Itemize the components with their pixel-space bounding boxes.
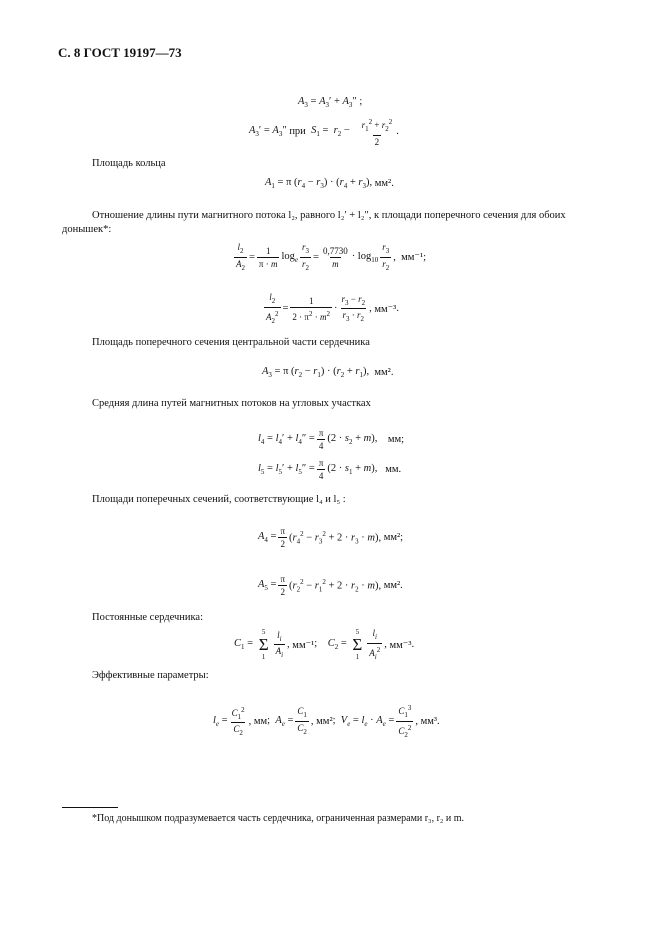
unit-mm-inv: мм⁻¹ xyxy=(401,252,424,264)
unit-mm2: мм² xyxy=(374,178,392,190)
paragraph-path-ratio: Отношение длины пути магнитного потока l₂, равного l₂′ + l₂″, к площади поперечного сечения для обоих xyxy=(92,210,566,221)
paragraph-corner-lengths: Средняя длина путей магнитных потоков на угловых участках xyxy=(92,398,371,409)
unit-mm-inv: мм⁻¹ xyxy=(292,639,315,651)
equation-a4: $A_4$ = $\frac{\pi}{2}$ $(r_4^2 - r_3^2 + 2 \cdot r_3 \cdot m)$, мм² ; xyxy=(258,526,404,549)
equation-a3: $A_3 = \pi$ $(r_2 - r_1) \cdot (r_2 + r_1)$, мм² . xyxy=(262,366,394,380)
unit-mm2: мм² xyxy=(383,580,401,591)
paragraph-effective: Эффективные параметры: xyxy=(92,670,209,681)
footnote: *Под донышком подразумевается часть сердечника, ограниченная размерами r₃, r₂ и m. xyxy=(92,813,465,824)
equation-l5: $l_5 = l_5' + l_5''$ = $\frac{\pi}{4}$ $(2 \cdot s_1 + m)$, мм . xyxy=(258,458,402,481)
equation-l2-a2: $\frac{l_2}{A_2}$ = $\frac{1}{\pi \cdot m}$ $\log_e$ $\frac{r_3}{r_2}$ = $\frac{0,7730}{m}$ · $\log_{10}$ $\frac{r_3}{r_2}$ , мм⁻¹ ; xyxy=(236,242,427,272)
equation-a3-condition: $A_3' = A_3''$ при $S_1 = r_2$ − $\frac{r_1^2 + r_2^2}{2}$ . xyxy=(249,118,399,147)
equation-a1: $A_1 = \pi$ $(r_4 - r_3) \cdot (r_4 + r_3)$, мм² . xyxy=(265,177,394,191)
word-when: при xyxy=(289,126,306,138)
page-header: С. 8 ГОСТ 19197—73 xyxy=(58,45,182,60)
equation-l2-a2-squared: $\frac{l_2}{A_2^2}$ = $\frac{1}{2 \cdot \pi^2 \cdot m^2}$ · $\frac{r_3 - r_2}{r_3 \cdot r_2}$ , мм⁻³ . xyxy=(266,292,399,325)
sum-symbol: 5 Σ 1 xyxy=(352,628,363,662)
paragraph-cross-sections: Площади поперечных сечений, соответствующие l₄ и l₅ : xyxy=(92,494,346,505)
paragraph-central-area: Площадь поперечного сечения центральной части сердечника xyxy=(92,337,370,348)
unit-mm-inv3: мм⁻³ xyxy=(374,303,397,315)
equation-core-constants: $C_1$ = 5 Σ 1 $\frac{l_i}{A_i}$ , мм⁻¹ ; $C_2$ = 5 Σ 1 $\frac{l_i}{A_i^2}$ , мм⁻³ . xyxy=(234,628,415,662)
unit-mm2: мм² xyxy=(374,367,391,379)
coef-0-7730: 0,7730 xyxy=(322,245,348,256)
unit-mm3: мм³ xyxy=(420,715,438,727)
equation-effective-params: $l_e$ = $\frac{C_1^2}{C_2}$ , мм ; $A_e$ = $\frac{C_1}{C_2}$ , мм² ; $V_e = l_e \cdot A_e$ = $\frac{C_1^3}{C_2^2}$ , мм³ . xyxy=(213,704,440,739)
equation-a3-sum: $A_3 = A_3' + A_3''$ ; xyxy=(298,96,363,110)
unit-mm2: мм² xyxy=(383,532,401,543)
unit-mm2: мм² xyxy=(316,715,333,727)
equation-l4: $l_4 = l_4' + l_4''$ = $\frac{\pi}{4}$ $(2 \cdot s_2 + m)$, мм ; xyxy=(258,428,405,451)
paragraph-path-ratio-cont: донышек*: xyxy=(62,224,112,235)
paragraph-ring-area: Площадь кольца xyxy=(92,158,166,169)
equation-a5: $A_5$ = $\frac{\pi}{2}$ $(r_2^2 - r_1^2 + 2 \cdot r_2 \cdot m)$, мм² . xyxy=(258,574,403,597)
sum-symbol: 5 Σ 1 xyxy=(258,628,269,662)
unit-mm: мм xyxy=(385,464,399,475)
paragraph-constants: Постоянные сердечника: xyxy=(92,612,204,623)
unit-mm: мм xyxy=(253,715,268,727)
unit-mm-inv3: мм⁻³ xyxy=(389,639,412,651)
footnote-separator xyxy=(62,807,118,808)
unit-mm: мм xyxy=(387,434,402,445)
